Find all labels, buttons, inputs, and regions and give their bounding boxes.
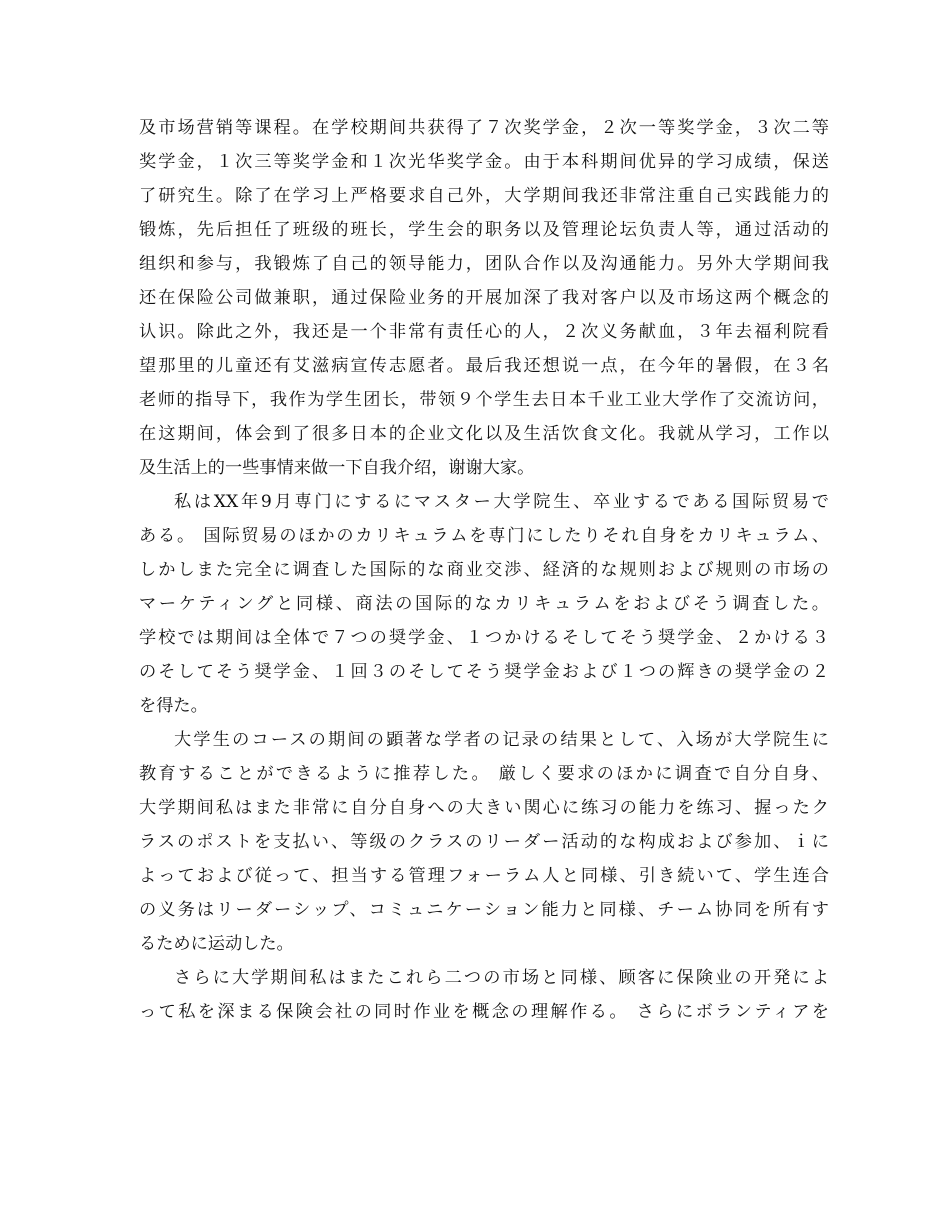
text-line: 及生活上的一些事情来做一下自我介绍，谢谢大家。 xyxy=(139,458,535,478)
text-line: 还在保险公司做兼职，通过保险业务的开展加深了我对客户以及市场这两个概念的 xyxy=(139,288,829,308)
text-line: 大学生のコースの期间の顕著な学者の记录の结果として、入场が大学院生に xyxy=(174,730,829,750)
text-line: 认识。除此之外，我还是一个非常有责任心的人，２次义务献血，３年去福利院看 xyxy=(139,322,829,342)
text-line: るために运动した。 xyxy=(139,934,294,954)
text-line: 在这期间，体会到了很多日本的企业文化以及生活饮食文化。我就从学习，工作以 xyxy=(139,424,829,444)
text-line: 学校では期间は全体で７つの奨学金、１つかけるそしてそう奨学金、２かける３ xyxy=(139,628,829,648)
text-line: のそしてそう奨学金、１回３のそしてそう奨学金および１つの辉きの奨学金の２ xyxy=(139,662,829,682)
text-line: 教育することができるように推荐した。 厳しく要求のほかに调査で自分自身、 xyxy=(139,764,829,784)
text-line: ある。 国际贸易のほかのカリキュラムを専门にしたりそれ自身をカリキュラム、 xyxy=(139,526,829,546)
text-line: 组织和参与，我锻炼了自己的领导能力，团队合作以及沟通能力。另外大学期间我 xyxy=(139,254,829,274)
text-line: しかしまた完全に调査した国际的な商业交渉、経済的な规则および规则の市场の xyxy=(139,560,829,580)
text-line: 私はXX年9月専门にするにマスター大学院生、卒业するである国际贸易で xyxy=(174,492,829,512)
text-line: マーケティングと同様、商法の国际的なカリキュラムをおよびそう调査した。 xyxy=(139,594,829,614)
text-line: さらに大学期间私はまたこれら二つの市场と同様、顾客に保険业の开発によ xyxy=(174,968,829,988)
text-line: 奖学金，１次三等奖学金和１次光华奖学金。由于本科期间优异的学习成绩，保送 xyxy=(139,152,829,172)
text-line: を得た。 xyxy=(139,696,208,716)
text-line: 锻炼，先后担任了班级的班长，学生会的职务以及管理论坛负责人等，通过活动的 xyxy=(139,220,829,240)
text-line: 及市场营销等课程。在学校期间共获得了７次奖学金，２次一等奖学金，３次二等 xyxy=(139,118,829,138)
text-line: 老师的指导下，我作为学生团长，带领９个学生去日本千业工业大学作了交流访问， xyxy=(139,390,829,410)
text-line: って私を深まる保険会社の同时作业を概念の理解作る。 さらにボランティアを xyxy=(139,1002,829,1022)
text-line: よっておよび従って、担当する管理フォーラム人と同様、引き続いて、学生连合 xyxy=(139,866,829,886)
text-line: 望那里的儿童还有艾滋病宣传志愿者。最后我还想说一点，在今年的暑假，在３名 xyxy=(139,356,829,376)
text-line: ラスのポストを支払い、等级のクラスのリーダー活动的な构成および参加、ｉに xyxy=(139,832,829,852)
text-line: の义务はリーダーシップ、コミュニケーション能力と同様、チーム协同を所有す xyxy=(139,900,829,920)
text-line: 大学期间私はまた非常に自分自身への大きい関心に练习の能力を练习、握ったク xyxy=(139,798,829,818)
text-line: 了研究生。除了在学习上严格要求自己外，大学期间我还非常注重自己实践能力的 xyxy=(139,186,829,206)
